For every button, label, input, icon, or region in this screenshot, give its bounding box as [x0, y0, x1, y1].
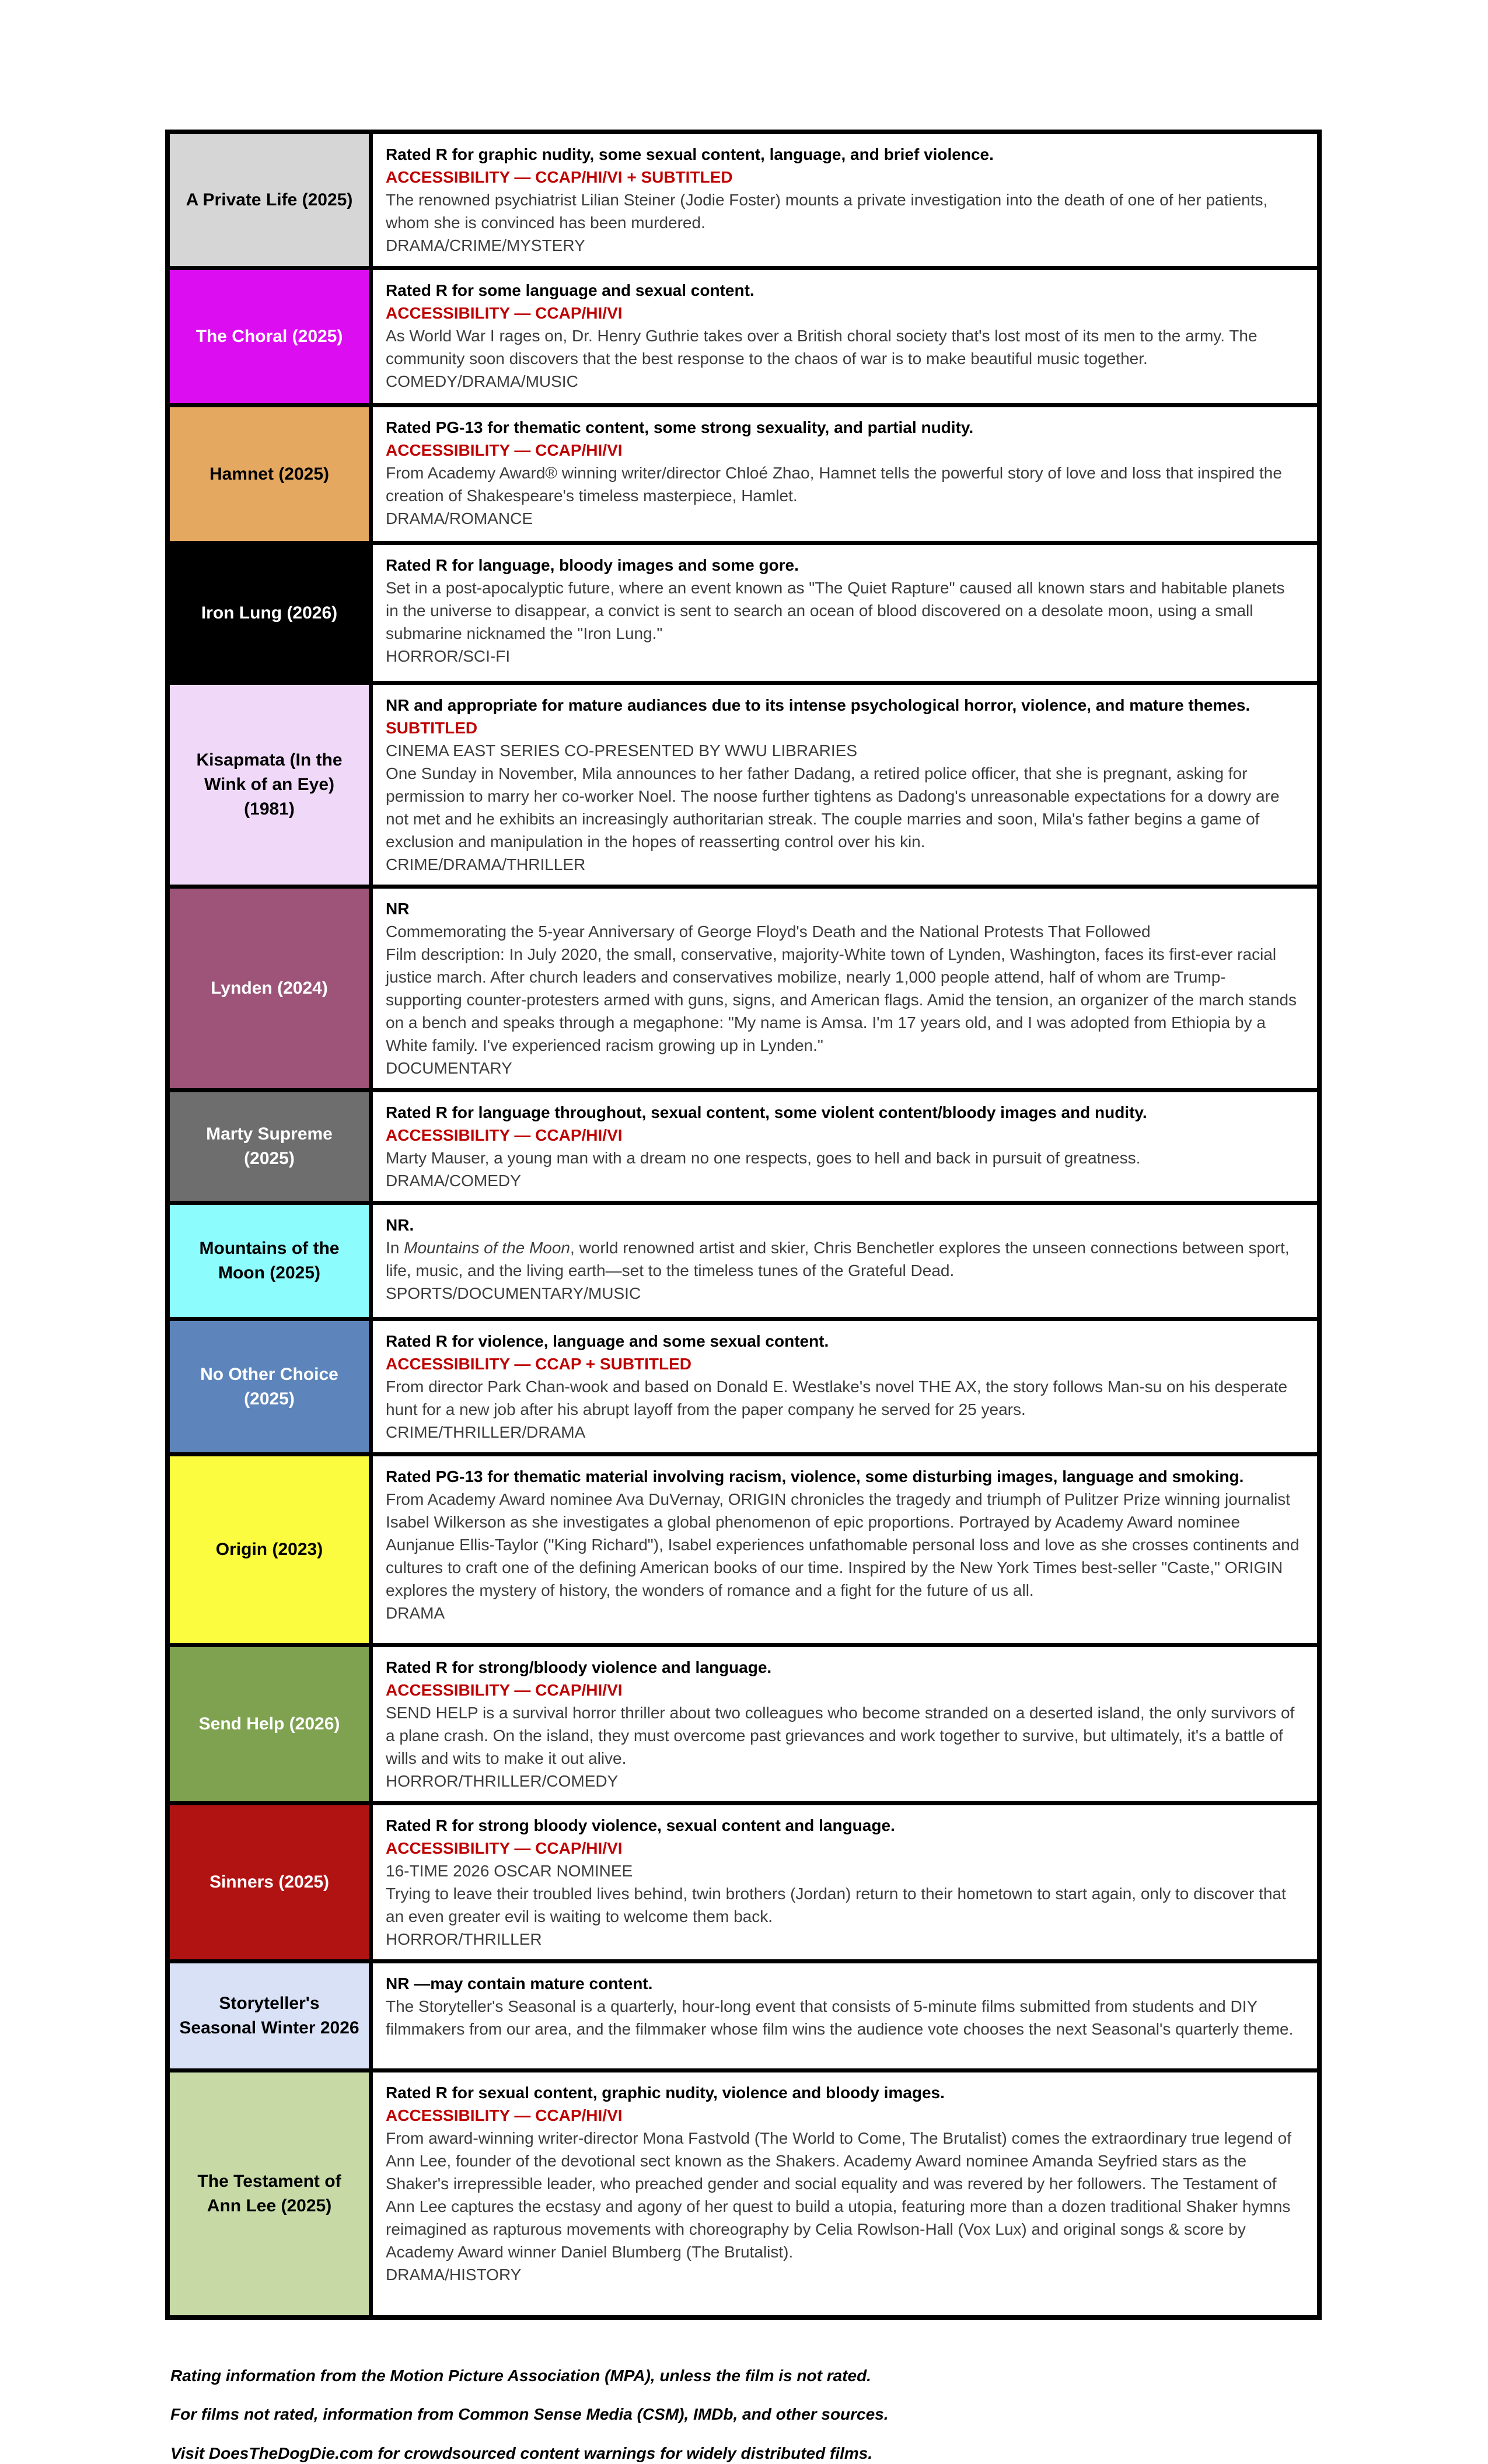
film-line-genre: HORROR/THRILLER	[386, 1930, 542, 1948]
film-row	[170, 1959, 1317, 2068]
film-line-genre: COMEDY/DRAMA/MUSIC	[386, 372, 578, 390]
film-line-body: One Sunday in November, Mila announces to her father Dadang, a retired police officer, that she is pregnant, asking for permission to marry her co-worker Noel. The noose further tightens as Dadong's unreasonable expectations for a dowry are not met and he exhibits an increasingly authoritarian streak. The couple marries and soon, Mila's father begins a game of exclusion and manipulation in the hopes of reasserting control over his kin.	[386, 764, 1280, 851]
film-title-cell	[170, 1456, 373, 1643]
film-title-cell	[170, 1321, 373, 1452]
film-line-body: Film description: In July 2020, the small, conservative, majority-White town of Lynden, Washington, faces its first-ever racial justice march. After church leaders and conservatives mobilize, nearly 1,000 people attend, half of whom are Trump-supporting counter-protesters armed with guns, signs, and American flags. Amid the tension, an organizer of the march stands on a bench and speaks through a megaphone: "My name is Amsa. I'm 17 years old, and I was adopted from Ethiopia by a White family. I've experienced racism growing up in Lynden."	[386, 945, 1297, 1054]
film-line-access: ACCESSIBILITY — CCAP/HI/VI	[386, 2106, 623, 2124]
film-line-rated: NR and appropriate for mature audiances due to its intense psychological horror, violence, and mature themes.	[386, 696, 1251, 714]
film-description-cell	[373, 1805, 1317, 1959]
film-line-rated: Rated PG-13 for thematic content, some strong sexuality, and partial nudity.	[386, 418, 974, 436]
footer-note-sources: For films not rated, information from Common Sense Media (CSM), IMDb, and other sources.	[170, 2405, 889, 2424]
film-line-body: Set in a post-apocalyptic future, where an event known as "The Quiet Rapture" caused all known stars and habitable planets in the universe to disappear, a convict is sent to search an ocean of blood discovered on a desolate moon, using a small submarine nicknamed the "Iron Lung."	[386, 579, 1285, 642]
film-line-body	[386, 1236, 1301, 1282]
film-title: Hamnet (2025)	[209, 464, 330, 484]
film-line-rated: Rated R for strong/bloody violence and language.	[386, 1658, 772, 1676]
film-line-body: CINEMA EAST SERIES CO-PRESENTED BY WWU LIBRARIES	[386, 742, 858, 760]
film-title-cell	[170, 685, 373, 885]
film-row	[170, 1801, 1317, 1959]
film-title: A Private Life (2025)	[186, 190, 353, 209]
film-title: Send Help (2026)	[198, 1714, 340, 1733]
film-line-rated: Rated R for strong bloody violence, sexual content and language.	[386, 1816, 895, 1834]
film-title-cell	[170, 889, 373, 1088]
film-title: Sinners (2025)	[209, 1872, 330, 1892]
film-line-body: From Academy Award® winning writer/director Chloé Zhao, Hamnet tells the powerful story of love and loss that inspired the creation of Shakespeare's timeless masterpiece, Hamlet.	[386, 464, 1282, 505]
film-line-access: ACCESSIBILITY — CCAP/HI/VI + SUBTITLED	[386, 168, 733, 186]
film-line-rated: NR	[386, 900, 410, 918]
film-line-rated: Rated R for violence, language and some sexual content.	[386, 1332, 829, 1350]
footer-note-mpa: Rating information from the Motion Picture Association (MPA), unless the film is not rated.	[170, 2367, 871, 2385]
film-line-access: ACCESSIBILITY — CCAP/HI/VI	[386, 1681, 623, 1699]
film-line-rated: Rated PG-13 for thematic material involving racism, violence, some disturbing images, language and smoking.	[386, 1467, 1244, 1486]
film-description-cell	[373, 1205, 1317, 1317]
film-description-cell	[373, 270, 1317, 403]
film-title: Mountains of the Moon (2025)	[199, 1239, 340, 1282]
film-title: The Choral (2025)	[195, 327, 343, 346]
film-row	[170, 541, 1317, 681]
film-line-access: ACCESSIBILITY — CCAP/HI/VI	[386, 1839, 623, 1857]
film-title: The Testament of Ann Lee (2025)	[197, 2172, 341, 2215]
film-row	[170, 266, 1317, 403]
film-line-genre: HORROR/SCI-FI	[386, 647, 511, 665]
film-line-genre: DOCUMENTARY	[386, 1059, 512, 1077]
film-line-body: Trying to leave their troubled lives behind, twin brothers (Jordan) return to their hometown to start again, only to discover that an even greater evil is waiting to welcome them back.	[386, 1885, 1286, 1925]
film-title-cell	[170, 1647, 373, 1801]
film-line-genre: HORROR/THRILLER/COMEDY	[386, 1772, 619, 1790]
film-title-cell	[170, 134, 373, 266]
film-description-cell	[373, 134, 1317, 266]
film-title: Kisapmata (In the Wink of an Eye) (1981)	[196, 750, 343, 819]
film-row	[170, 1088, 1317, 1201]
film-line-genre: DRAMA/CRIME/MYSTERY	[386, 236, 585, 254]
film-line-genre: DRAMA/COMEDY	[386, 1172, 521, 1190]
film-row	[170, 1452, 1317, 1643]
film-line-genre: CRIME/DRAMA/THRILLER	[386, 855, 586, 873]
film-line-genre: DRAMA	[386, 1604, 445, 1622]
film-title: Origin (2023)	[215, 1540, 323, 1559]
film-description-cell	[373, 889, 1317, 1088]
film-description-cell	[373, 1647, 1317, 1801]
film-title-cell	[170, 1092, 373, 1201]
film-row	[170, 681, 1317, 885]
film-line-genre: DRAMA/HISTORY	[386, 2266, 522, 2284]
film-row	[170, 885, 1317, 1088]
film-line-body: Marty Mauser, a young man with a dream no one respects, goes to hell and back in pursuit of greatness.	[386, 1149, 1141, 1167]
film-line-access: ACCESSIBILITY — CCAP/HI/VI	[386, 1126, 623, 1144]
film-title-cell	[170, 407, 373, 541]
film-title: Lynden (2024)	[211, 978, 328, 998]
film-line-body: 16-TIME 2026 OSCAR NOMINEE	[386, 1862, 633, 1880]
film-line-rated: NR.	[386, 1216, 414, 1234]
film-title-cell	[170, 545, 373, 681]
film-title-cell	[170, 2072, 373, 2315]
film-row	[170, 2068, 1317, 2315]
film-line-body: The renowned psychiatrist Lilian Steiner (Jodie Foster) mounts a private investigation into the death of one of her patients, whom she is convinced has been murdered.	[386, 191, 1268, 232]
film-line-rated: Rated R for some language and sexual content.	[386, 281, 755, 299]
footer-note-doesthedogdie: Visit DoesTheDogDie.com for crowdsourced content warnings for widely distributed films.	[170, 2444, 873, 2462]
film-line-rated: Rated R for language throughout, sexual content, some violent content/bloody images and nudity.	[386, 1103, 1147, 1121]
film-line-text: , world renowned artist and skier, Chris Benchetler explores the unseen connections between sport, life, music, and the living earth—set to the timeless tunes of the Grateful Dead.	[386, 1239, 1290, 1280]
film-line-rated: Rated R for sexual content, graphic nudity, violence and bloody images.	[386, 2084, 945, 2102]
film-row	[170, 1317, 1317, 1452]
film-line-rated: Rated R for graphic nudity, some sexual content, language, and brief violence.	[386, 145, 994, 163]
film-description-cell	[373, 407, 1317, 541]
film-title-cell	[170, 1963, 373, 2068]
film-line-body: The Storyteller's Seasonal is a quarterly, hour-long event that consists of 5-minute films submitted from students and DIY filmmakers from our area, and the filmmaker whose film wins the audience vote chooses the next Seasonal's quarterly theme.	[386, 1997, 1294, 2038]
film-description-cell	[373, 2072, 1317, 2315]
film-title-cell	[170, 1805, 373, 1959]
film-line-genre: SPORTS/DOCUMENTARY/MUSIC	[386, 1284, 641, 1302]
film-row	[170, 1643, 1317, 1801]
film-description-cell	[373, 1092, 1317, 1201]
film-description-cell	[373, 545, 1317, 681]
film-row	[170, 1201, 1317, 1317]
film-line-body: SEND HELP is a survival horror thriller about two colleagues who become stranded on a deserted island, the only survivors of a plane crash. On the island, they must overcome past grievances and work together to survive, but ultimately, it's a battle of wills and wits to make it out alive.	[386, 1704, 1295, 1767]
film-line-body: From Academy Award nominee Ava DuVernay, ORIGIN chronicles the tragedy and triumph of Pulitzer Prize winning journalist Isabel Wilkerson as she investigates a global phenomenon of epic proportions. Portrayed by Academy Award nominee Aunjanue Ellis-Taylor ("King Richard"), Isabel experiences unfathomable personal loss and love as she crosses continents and cultures to craft one of the defining American books of our time. Inspired by the New York Times best-seller "Caste," ORIGIN explores the mystery of history, the wonders of romance and a fight for the future of us all.	[386, 1490, 1300, 1599]
film-line-rated: Rated R for language, bloody images and some gore.	[386, 556, 799, 574]
film-title: Storyteller's Seasonal Winter 2026	[179, 1994, 359, 2037]
film-line-access: ACCESSIBILITY — CCAP/HI/VI	[386, 441, 623, 459]
film-line-rated: NR —may contain mature content.	[386, 1974, 653, 1993]
film-line-genre: DRAMA/ROMANCE	[386, 509, 533, 527]
film-title: Iron Lung (2026)	[201, 603, 338, 623]
film-line-access: SUBTITLED	[386, 719, 478, 737]
film-line-body: From award-winning writer-director Mona Fastvold (The World to Come, The Brutalist) comes the extraordinary true legend of Ann Lee, founder of the devotional sect known as the Shakers. Academy Award nominee Amanda Seyfried stars as the Shaker's irrepressible leader, who preached gender and social equality and was revered by her followers. The Testament of Ann Lee captures the ecstasy and agony of her quest to build a utopia, featuring more than a dozen traditional Shaker hymns reimagined as rapturous movements with choreography by Celia Rowlson-Hall (Vox Lux) and original songs & score by Academy Award winner Daniel Blumberg (The Brutalist).	[386, 2129, 1292, 2261]
film-title: No Other Choice (2025)	[200, 1364, 338, 1409]
film-description-cell	[373, 1963, 1317, 2068]
film-title: Marty Supreme (2025)	[206, 1124, 333, 1168]
film-title-inline-italic: Mountains of the Moon	[404, 1239, 570, 1257]
film-line-access: ACCESSIBILITY — CCAP/HI/VI	[386, 304, 623, 322]
film-row	[170, 403, 1317, 541]
film-line-body: From director Park Chan-wook and based on Donald E. Westlake's novel THE AX, the story follows Man-su on his desperate hunt for a new job after his abrupt layoff from the paper company he served for 25 years.	[386, 1378, 1288, 1418]
film-line-access: ACCESSIBILITY — CCAP + SUBTITLED	[386, 1355, 692, 1373]
film-title-cell	[170, 1205, 373, 1317]
film-line-body: Commemorating the 5-year Anniversary of George Floyd's Death and the National Protests That Followed	[386, 922, 1151, 941]
film-description-cell	[373, 1456, 1317, 1643]
film-title-cell	[170, 270, 373, 403]
film-line-genre: CRIME/THRILLER/DRAMA	[386, 1423, 586, 1441]
film-description-cell	[373, 685, 1317, 885]
footer-notes	[170, 2365, 1488, 2464]
film-line-text: In	[386, 1239, 404, 1257]
film-ratings-table	[165, 130, 1322, 2320]
film-row	[170, 134, 1317, 266]
film-line-body: As World War I rages on, Dr. Henry Guthrie takes over a British choral society that's lost most of its men to the army. The community soon discovers that the best response to the chaos of war is to make beautiful music together.	[386, 327, 1258, 368]
film-description-cell	[373, 1321, 1317, 1452]
